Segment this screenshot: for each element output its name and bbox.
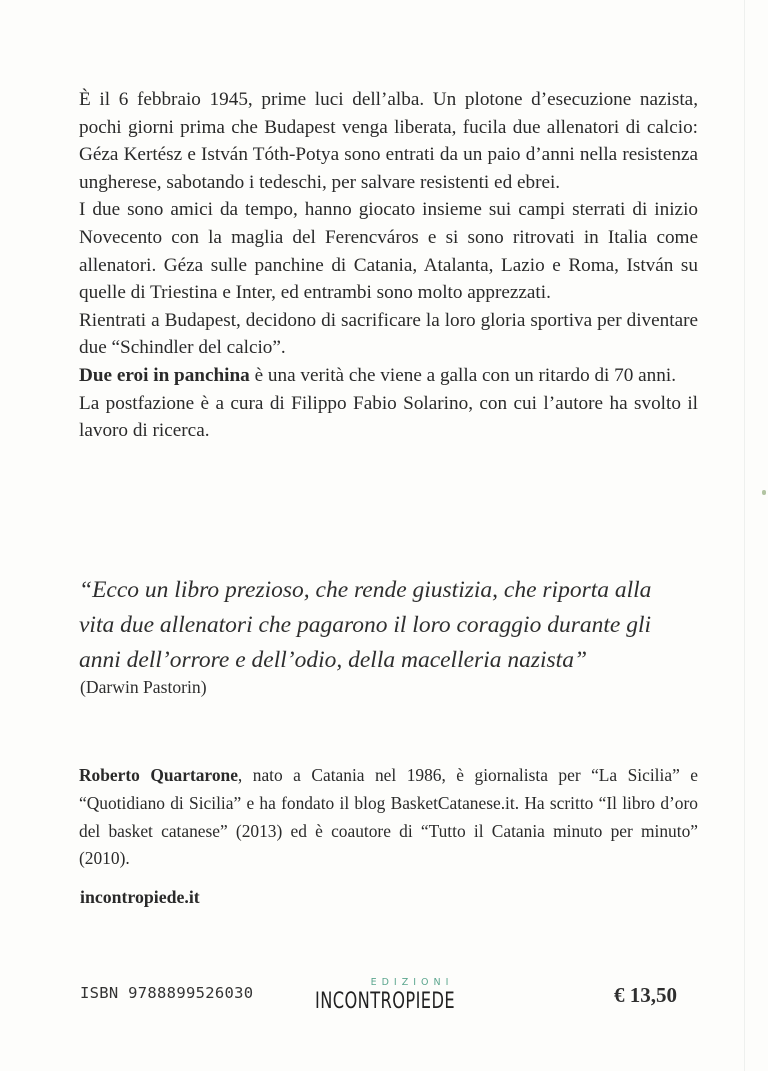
blurb-paragraph: La postfazione è a cura di Filippo Fabio Solarino, con cui l’autore ha svolto il lavoro di ricerca. <box>79 392 698 442</box>
quote-line: vita due allenatori che pagarono il loro coraggio durante gli <box>79 612 651 638</box>
blurb-text: è una verità che viene a galla con un ritardo di 70 anni. <box>249 364 677 386</box>
book-title: Due eroi in panchina <box>79 364 250 386</box>
publisher-logo <box>315 977 495 1015</box>
blurb-paragraph: I due sono amici da tempo, hanno giocato insieme sui campi sterrati di inizio Novecento con la maglia del Ferencváros e si sono ritrovati in Italia come allenatori. Géza sulle panchine di Catania, Atalanta, Lazio e Roma, István su quelle di Triestina e Inter, ed entrambi sono molto apprezzati. <box>79 199 698 304</box>
blurb-paragraph: È il 6 febbraio 1945, prime luci dell’alba. Un plotone d’esecuzione nazista, pochi giorni prima che Budapest venga liberata, fucila due allenatori di calcio: Géza Kertész e István Tóth-Potya sono entrati da un paio d’anni nella resistenza ungherese, sabotando i tedeschi, per salvare resistenti ed ebrei. <box>79 89 698 193</box>
price-label: € 13,50 <box>614 983 677 1007</box>
quote-line: “Ecco un libro prezioso, che rende giustizia, che riporta alla <box>79 577 652 603</box>
isbn-number: ISBN 9788899526030 <box>80 984 254 1002</box>
author-name: Roberto Quartarone <box>79 765 238 785</box>
quote-line: anni dell’orrore e dell’odio, della macelleria nazista” <box>79 647 588 673</box>
paper-speck <box>762 490 766 495</box>
bio-text: , nato a Catania nel 1986, è giornalista per “La Sicilia” e “Quotidiano di Sicilia” e ha fondato il blog BasketCatanese.it. Ha scritto “Il libro d’oro del basket catanese” (2013) ed è coautore di “Tutto il Catania minuto per minuto” (2010). <box>79 765 698 869</box>
review-quote <box>79 573 719 678</box>
publisher-website: incontropiede.it <box>80 887 200 907</box>
blurb-paragraph <box>79 362 698 390</box>
bio-paragraph <box>79 762 698 873</box>
book-blurb <box>79 86 698 445</box>
logo-incontropiede: INCONTROPIEDE <box>315 989 456 1014</box>
blurb-paragraph: Rientrati a Budapest, decidono di sacrificare la loro gloria sportiva per diventare due “Schindler del calcio”. <box>79 309 698 359</box>
author-bio <box>79 762 698 873</box>
quote-author: (Darwin Pastorin) <box>80 677 207 697</box>
page-edge-line <box>744 0 745 1071</box>
logo-edizioni: EDIZIONI <box>370 977 454 988</box>
